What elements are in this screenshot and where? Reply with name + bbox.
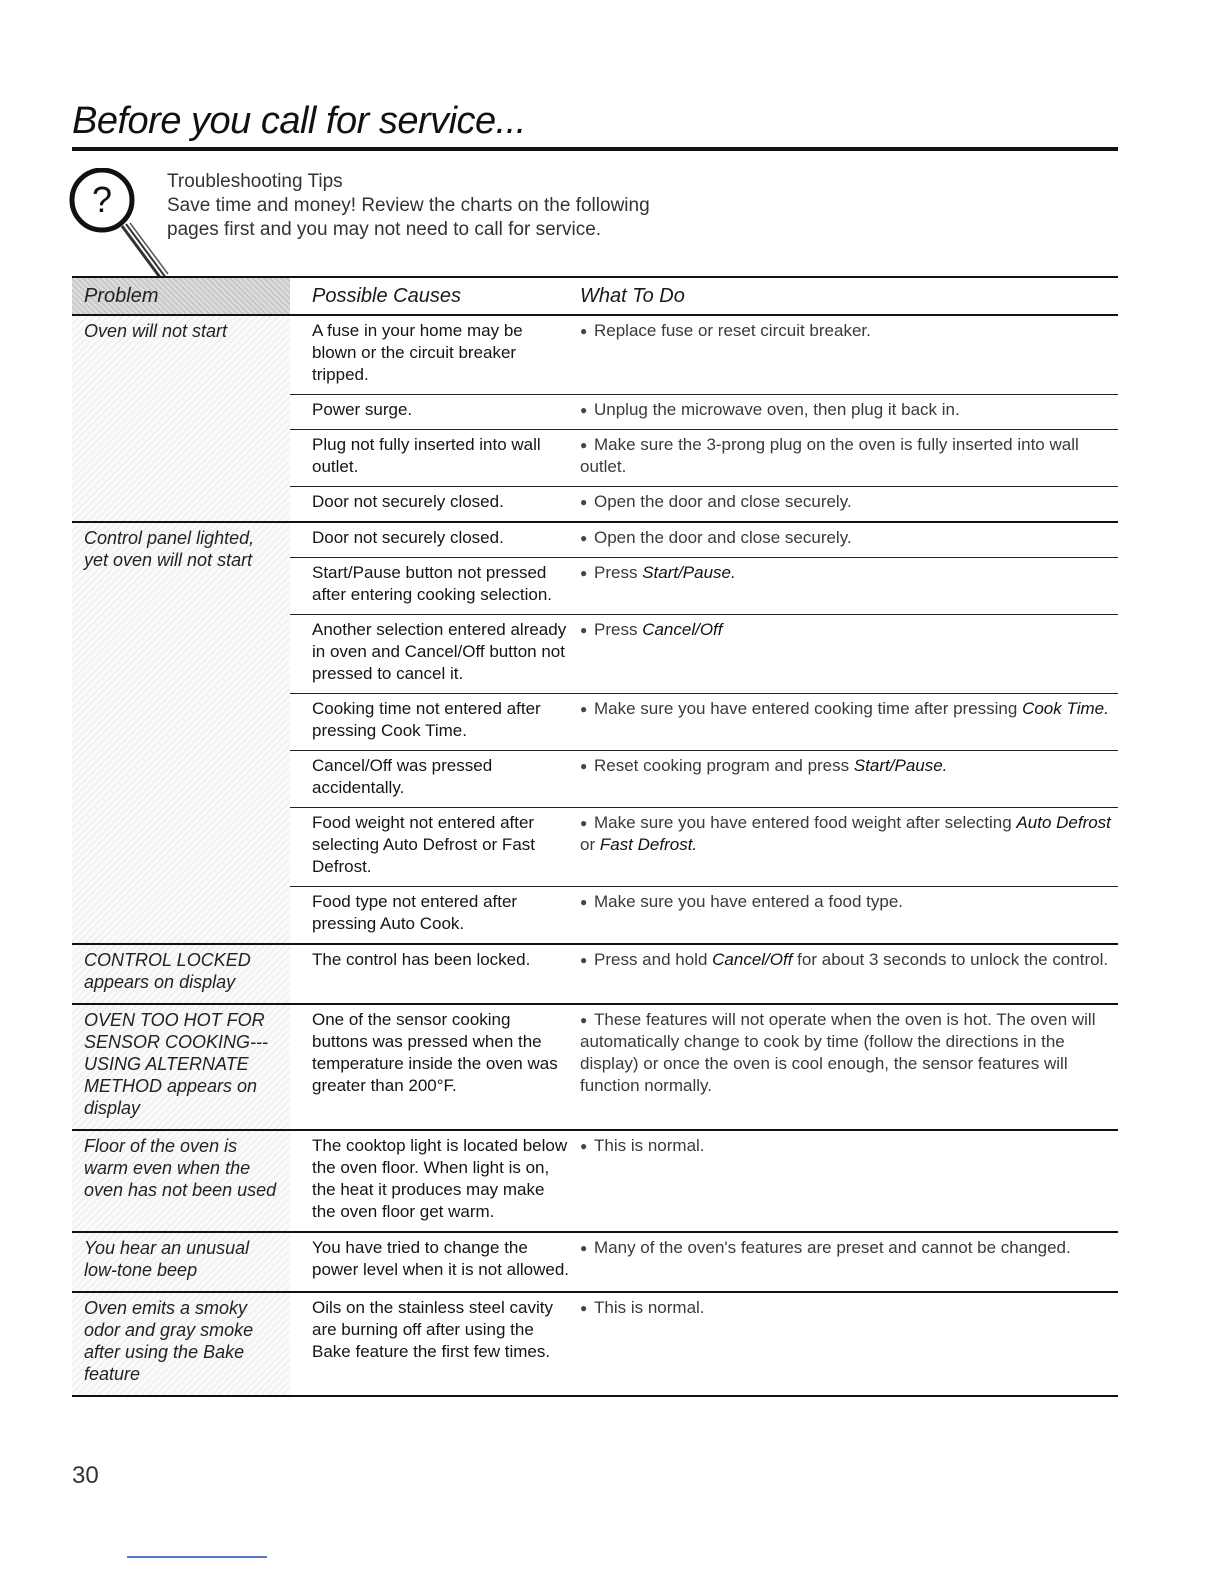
todo-cell bbox=[580, 1130, 1118, 1232]
todo-text: Unplug the microwave oven, then plug it back in. bbox=[594, 400, 960, 419]
table-row bbox=[72, 1130, 1118, 1232]
todo-cell bbox=[580, 430, 1118, 487]
todo-text: Press bbox=[594, 620, 643, 639]
bullet-icon: ● bbox=[580, 702, 588, 716]
cause-cell: One of the sensor cooking buttons was pressed when the temperature inside the oven was greater than 200°F. bbox=[312, 1010, 558, 1095]
todo-cell bbox=[580, 615, 1118, 694]
bullet-icon: ● bbox=[580, 324, 588, 338]
cause-cell: A fuse in your home may be blown or the circuit breaker tripped. bbox=[312, 321, 523, 384]
problem-cell: CONTROL LOCKED appears on display bbox=[72, 944, 290, 1004]
table-row bbox=[72, 315, 1118, 395]
todo-text: Many of the oven's features are preset and cannot be changed. bbox=[594, 1238, 1071, 1257]
todo-emphasis: Start/Pause. bbox=[642, 563, 736, 582]
todo-emphasis: Start/Pause. bbox=[853, 756, 948, 775]
table-row bbox=[72, 944, 1118, 1004]
todo-cell bbox=[580, 1004, 1118, 1130]
cause-cell: Plug not fully inserted into wall outlet. bbox=[290, 430, 580, 487]
todo-emphasis: Auto Defrost bbox=[1016, 813, 1111, 832]
todo-text: Open the door and close securely. bbox=[594, 528, 852, 547]
problem-cell: You hear an unusual low-tone beep bbox=[72, 1232, 290, 1292]
cause-cell: Food weight not entered after selecting Auto Defrost or Fast Defrost. bbox=[290, 808, 580, 887]
problem-cell: Oven emits a smoky odor and gray smoke after using the Bake feature bbox=[72, 1292, 290, 1396]
todo-emphasis: Fast Defrost. bbox=[599, 835, 698, 854]
todo-cell bbox=[580, 487, 1118, 523]
table-row bbox=[72, 1292, 1118, 1396]
table-row bbox=[72, 1004, 1118, 1130]
problem-group bbox=[72, 1232, 1118, 1292]
question-magnifier-icon bbox=[60, 168, 170, 283]
page-title: Before you call for service... bbox=[72, 100, 526, 142]
todo-text: Make sure you have entered a food type. bbox=[594, 892, 904, 911]
cause-cell: Cancel/Off was pressed accidentally. bbox=[290, 751, 580, 808]
cause-cell: Oils on the stainless steel cavity are burning off after using the Bake feature the first few times. bbox=[312, 1298, 553, 1361]
todo-cell bbox=[580, 315, 1118, 395]
todo-text: Press bbox=[594, 563, 643, 582]
bullet-icon: ● bbox=[580, 1013, 588, 1027]
todo-text: This is normal. bbox=[594, 1298, 705, 1317]
bullet-icon: ● bbox=[580, 438, 588, 452]
todo-text: This is normal. bbox=[594, 1136, 705, 1155]
todo-text: These features will not operate when the oven is hot. The oven will automatically change to cook by time (follow the directions in the display) or once the oven is cool enough, the sensor features will function normally. bbox=[580, 1010, 1096, 1095]
todo-text: or bbox=[580, 835, 600, 854]
todo-text: Make sure you have entered food weight after selecting bbox=[594, 813, 1017, 832]
footer-divider bbox=[127, 1556, 267, 1558]
todo-cell bbox=[580, 808, 1118, 887]
bullet-icon: ● bbox=[580, 1241, 588, 1255]
todo-text: Make sure you have entered cooking time after pressing bbox=[594, 699, 1023, 718]
todo-cell bbox=[580, 395, 1118, 430]
bullet-icon: ● bbox=[580, 1301, 588, 1315]
cause-cell: The cooktop light is located below the oven floor. When light is on, the heat it produces may make the oven floor get warm. bbox=[312, 1136, 568, 1221]
bullet-icon: ● bbox=[580, 403, 588, 417]
cause-cell: Door not securely closed. bbox=[290, 487, 580, 523]
header-what-to-do: What To Do bbox=[580, 284, 685, 307]
todo-cell bbox=[580, 1292, 1118, 1396]
troubleshooting-table bbox=[72, 276, 1118, 1397]
problem-cell: OVEN TOO HOT FOR SENSOR COOKING--- USING ALTERNATE METHOD appears on display bbox=[72, 1004, 290, 1130]
cause-cell: You have tried to change the power level when it is not allowed. bbox=[312, 1238, 570, 1279]
bullet-icon: ● bbox=[580, 566, 588, 580]
todo-cell bbox=[580, 1232, 1118, 1292]
problem-cell: Oven will not start bbox=[72, 315, 290, 522]
cause-cell: Food type not entered after pressing Auto Cook. bbox=[290, 887, 580, 945]
todo-cell bbox=[580, 944, 1118, 1004]
cause-cell: Start/Pause button not pressed after entering cooking selection. bbox=[290, 558, 580, 615]
troubleshooting-tips bbox=[167, 170, 767, 242]
todo-cell bbox=[580, 522, 1118, 558]
header-problem: Problem bbox=[72, 277, 290, 315]
cause-cell: Door not securely closed. bbox=[312, 528, 504, 547]
bullet-icon: ● bbox=[580, 953, 588, 967]
todo-cell bbox=[580, 751, 1118, 808]
header-possible-causes: Possible Causes bbox=[312, 284, 461, 307]
cause-cell: The control has been locked. bbox=[312, 950, 531, 969]
todo-emphasis: Cancel/Off bbox=[712, 950, 793, 969]
problem-group bbox=[72, 522, 1118, 944]
tips-line-2: pages first and you may not need to call for service. bbox=[167, 219, 602, 240]
title-divider bbox=[72, 147, 1118, 151]
tips-heading: Troubleshooting Tips bbox=[167, 171, 343, 192]
todo-emphasis: Cancel/Off bbox=[642, 620, 723, 639]
bullet-icon: ● bbox=[580, 759, 588, 773]
problem-group bbox=[72, 944, 1118, 1004]
bullet-icon: ● bbox=[580, 816, 588, 830]
problem-group bbox=[72, 315, 1118, 522]
problem-cell: Floor of the oven is warm even when the oven has not been used bbox=[72, 1130, 290, 1232]
cause-cell: Power surge. bbox=[290, 395, 580, 430]
todo-cell bbox=[580, 558, 1118, 615]
problem-group bbox=[72, 1004, 1118, 1130]
cause-cell: Cooking time not entered after pressing Cook Time. bbox=[290, 694, 580, 751]
bullet-icon: ● bbox=[580, 895, 588, 909]
bullet-icon: ● bbox=[580, 495, 588, 509]
todo-cell bbox=[580, 694, 1118, 751]
problem-group bbox=[72, 1130, 1118, 1232]
bullet-icon: ● bbox=[580, 531, 588, 545]
table-row bbox=[72, 1232, 1118, 1292]
problem-group bbox=[72, 1292, 1118, 1396]
problem-cell: Control panel lighted, yet oven will not start bbox=[72, 522, 290, 944]
bullet-icon: ● bbox=[580, 1139, 588, 1153]
todo-emphasis: Cook Time. bbox=[1022, 699, 1109, 718]
table-row bbox=[72, 522, 1118, 558]
todo-text: Reset cooking program and press bbox=[594, 756, 854, 775]
todo-cell bbox=[580, 887, 1118, 945]
todo-text: Press and hold bbox=[594, 950, 713, 969]
svg-text:?: ? bbox=[91, 179, 113, 220]
todo-text: Make sure the 3-prong plug on the oven is fully inserted into wall outlet. bbox=[580, 435, 1079, 476]
cause-cell: Another selection entered already in oven and Cancel/Off button not pressed to cancel it. bbox=[290, 615, 580, 694]
todo-text: for about 3 seconds to unlock the control. bbox=[792, 950, 1109, 969]
bullet-icon: ● bbox=[580, 623, 588, 637]
table-header-row bbox=[72, 277, 1118, 315]
todo-text: Replace fuse or reset circuit breaker. bbox=[594, 321, 871, 340]
todo-text: Open the door and close securely. bbox=[594, 492, 852, 511]
page-number: 30 bbox=[72, 1462, 99, 1489]
tips-line-1: Save time and money! Review the charts on the following bbox=[167, 195, 650, 216]
